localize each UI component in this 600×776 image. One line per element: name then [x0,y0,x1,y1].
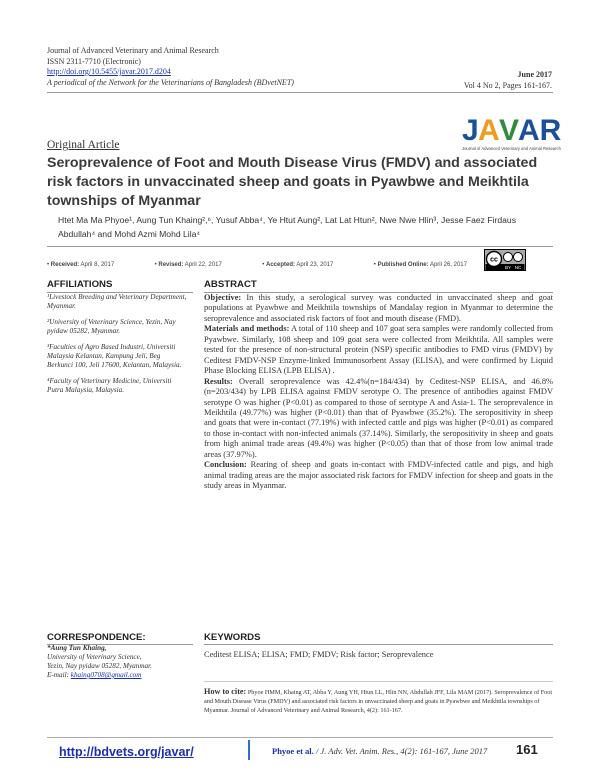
correspondence-heading: CORRESPONDENCE: [47,632,146,643]
corr-name: *Aung Tun Khaing, [47,644,107,652]
abstract-heading: ABSTRACT [204,279,257,290]
keywords-rule [204,644,553,645]
logo-subtitle: Journal of Advanced Veterinary and Animal Research [462,146,561,151]
journal-header [47,46,294,88]
footer-cite-name: Phyoe et al. [272,746,314,756]
keywords-text: Ceditest ELISA; ELISA; FMD; FMDV; Risk factor; Seroprevalence [204,650,434,659]
doi-link[interactable]: http://doi.org/10.5455/javar.2017.d204 [47,67,171,76]
svg-text:A: A [478,114,500,147]
howto-text: Phyoe HMM, Khaing AT, Abba Y, Aung YH, Htun LL, Hlin NN, Abdullah JFF, Lila MAM (2017). Seroprevalence of Foot and Mouth Disease Virus (FMDV) and associated risk factors in unvaccinated sheep and goats in Pyawbwe and Meikhtila townships of Myanmar. Journal of Advanced Veterinary and Animal Research, 4(2): 161-167. [204,689,553,714]
authors-rule [47,246,553,247]
footer-divider [248,740,250,760]
footer-citation [272,746,487,756]
page-number: 161 [516,742,538,757]
issue-info [464,70,552,91]
corr-line1: University of Veterinary Science, [47,653,142,661]
journal-issn: ISSN 2311-7710 (Electronic) [47,56,141,66]
abstract-results: Results: Overall seroprevalence was 42.4%(n=184/434) by Ceditest-NSP ELISA, and 46.8%(n=203/434) by LPB ELISA against FMDV serotype O. The presence of antibodies against FMDV serotype O was higher (P<0.01) as compared to those of serotype A and Asia-1. The seroprevalence in Meikhtila (49.77%) was higher (P<0.01) than that of Pyawbwe (35.2%). The seropositivity in sheep and goats that were in-contact (77.19%) with infected cattle and pigs was higher (P<0.01) as compared to those in-contact with non-infected animals (37.14%). Similarly, the seropositivity in sheep and goats from high animal trade areas (49.4%) was higher (P<0.05) than that of those from low animal trade areas (37.97%). [204,376,554,459]
svg-text:V: V [499,114,520,147]
date-accepted: • Accepted: April 23, 2017 [262,262,334,268]
affiliations-heading: AFFILIATIONS [47,279,113,290]
abstract-body [204,293,553,492]
article-type: Original Article [47,139,120,151]
issue-date: June 2017 [517,70,552,79]
date-received: • Received: April 8, 2017 [47,262,115,268]
date-published: • Published Online: April 26, 2017 [373,262,467,268]
abstract-conclusion: Conclusion: Rearing of sheep and goats in-contact with FMDV-infected cattle and pigs, and high animal trading areas are the major associated risk factors for FMDV infection for sheep and goats in the study areas in Myanmar. [204,460,554,491]
date-revised: • Revised: April 22, 2017 [154,262,222,268]
abstract-methods: Materials and methods: A total of 110 sheep and 107 goat sera samples were randomly collected from Pyawbwe. Similarly, 108 sheep and 109 goat sera were collected from Meikhtila. All samples were tested for the presence of non-structural protein (NSP) specific antibodies to FMD virus (FMDV) by Ceditest FMDV-NSP Enzyme-linked Immunosorbent Assay (ELISA), and were confirmed by Liquid Phase Blocking ELISA (LPB ELISA) . [204,324,553,376]
abstract-objective: Objective: In this study, a serological survey was conducted in unvaccinated sheep and goat populations at Pyawbwe and Meikhtila townships of Mandalay region in Myanmar to determine the seroprevalence and associated risk factors of foot and mouth disease (FMD). [204,293,554,323]
svg-text:AR: AR [518,114,562,147]
header-rule [47,92,553,93]
nc-icon [514,253,523,262]
article-title: Seroprevalence of Foot and Mouth Disease Virus (FMDV) and associated risk factors in unvaccinated sheep and goats in Pyawbwe and Meikhtila townships of Myanmar [47,155,538,209]
journal-tagline: A periodical of the Network for the Veterinarians of Bangladesh (BDvetNET) [47,77,294,87]
keywords-heading: KEYWORDS [204,632,261,643]
nc-text: NC [514,265,522,270]
by-icon [504,253,513,262]
affiliation-item: ²University of Veterinary Science, Yezin, Nay pyidaw 05282, Myanmar. [47,317,176,336]
javar-logo [460,110,562,154]
footer-journal-link[interactable]: http://bdvets.org/javar/ [59,745,194,759]
how-to-cite [204,687,553,715]
footer-cite-rest: / J. Adv. Vet. Anim. Res., 4(2): 161-167, June 2017 [315,746,488,756]
article-dates [47,262,467,268]
svg-text:J: J [462,114,479,147]
cc-license-badge[interactable] [484,249,526,271]
howto-rule [204,681,553,682]
affiliation-item: ³Faculties of Agro Based Industri, Universiti Malaysia Kelantan, Kampung Jeli, Beg Berkunci 100, Jeli 17600, Kelantan, Malaysia. [47,342,182,370]
corr-email-label: E-mail: [47,671,69,679]
correspondence-details [47,644,187,680]
issue-volume: Vol 4 No 2, Pages 161-167. [463,80,552,90]
corr-line2: Yezin, Nay pyidaw 05282, Myanmar. [47,662,152,670]
affiliation-item: ⁴Faculty of Veterinary Medicine, Universiti Putra Malaysia, Malaysia. [47,376,172,395]
corr-email-link[interactable]: khaing0708@gmail.com [70,671,142,679]
affiliations-list [47,293,187,402]
footer-rule [47,737,553,738]
by-text: BY [504,265,512,270]
journal-name: Journal of Advanced Veterinary and Animal Research [47,46,219,55]
cc-text: cc [490,256,498,264]
author-list: Htet Ma Ma Phyoe¹, Aung Tun Khaing²,⁶, Yusuf Abba⁴, Ye Htut Aung², Lat Lat Htun², Nwe Nwe Hlin³, Jesse Faez Firdaus Abdullah⁴ and Mohd Azmi Mohd Lila⁴ [58,215,517,239]
affiliation-item: ¹Livestock Breeding and Veterinary Department, Myanmar. [47,293,187,311]
howto-label: How to cite: [204,687,247,696]
